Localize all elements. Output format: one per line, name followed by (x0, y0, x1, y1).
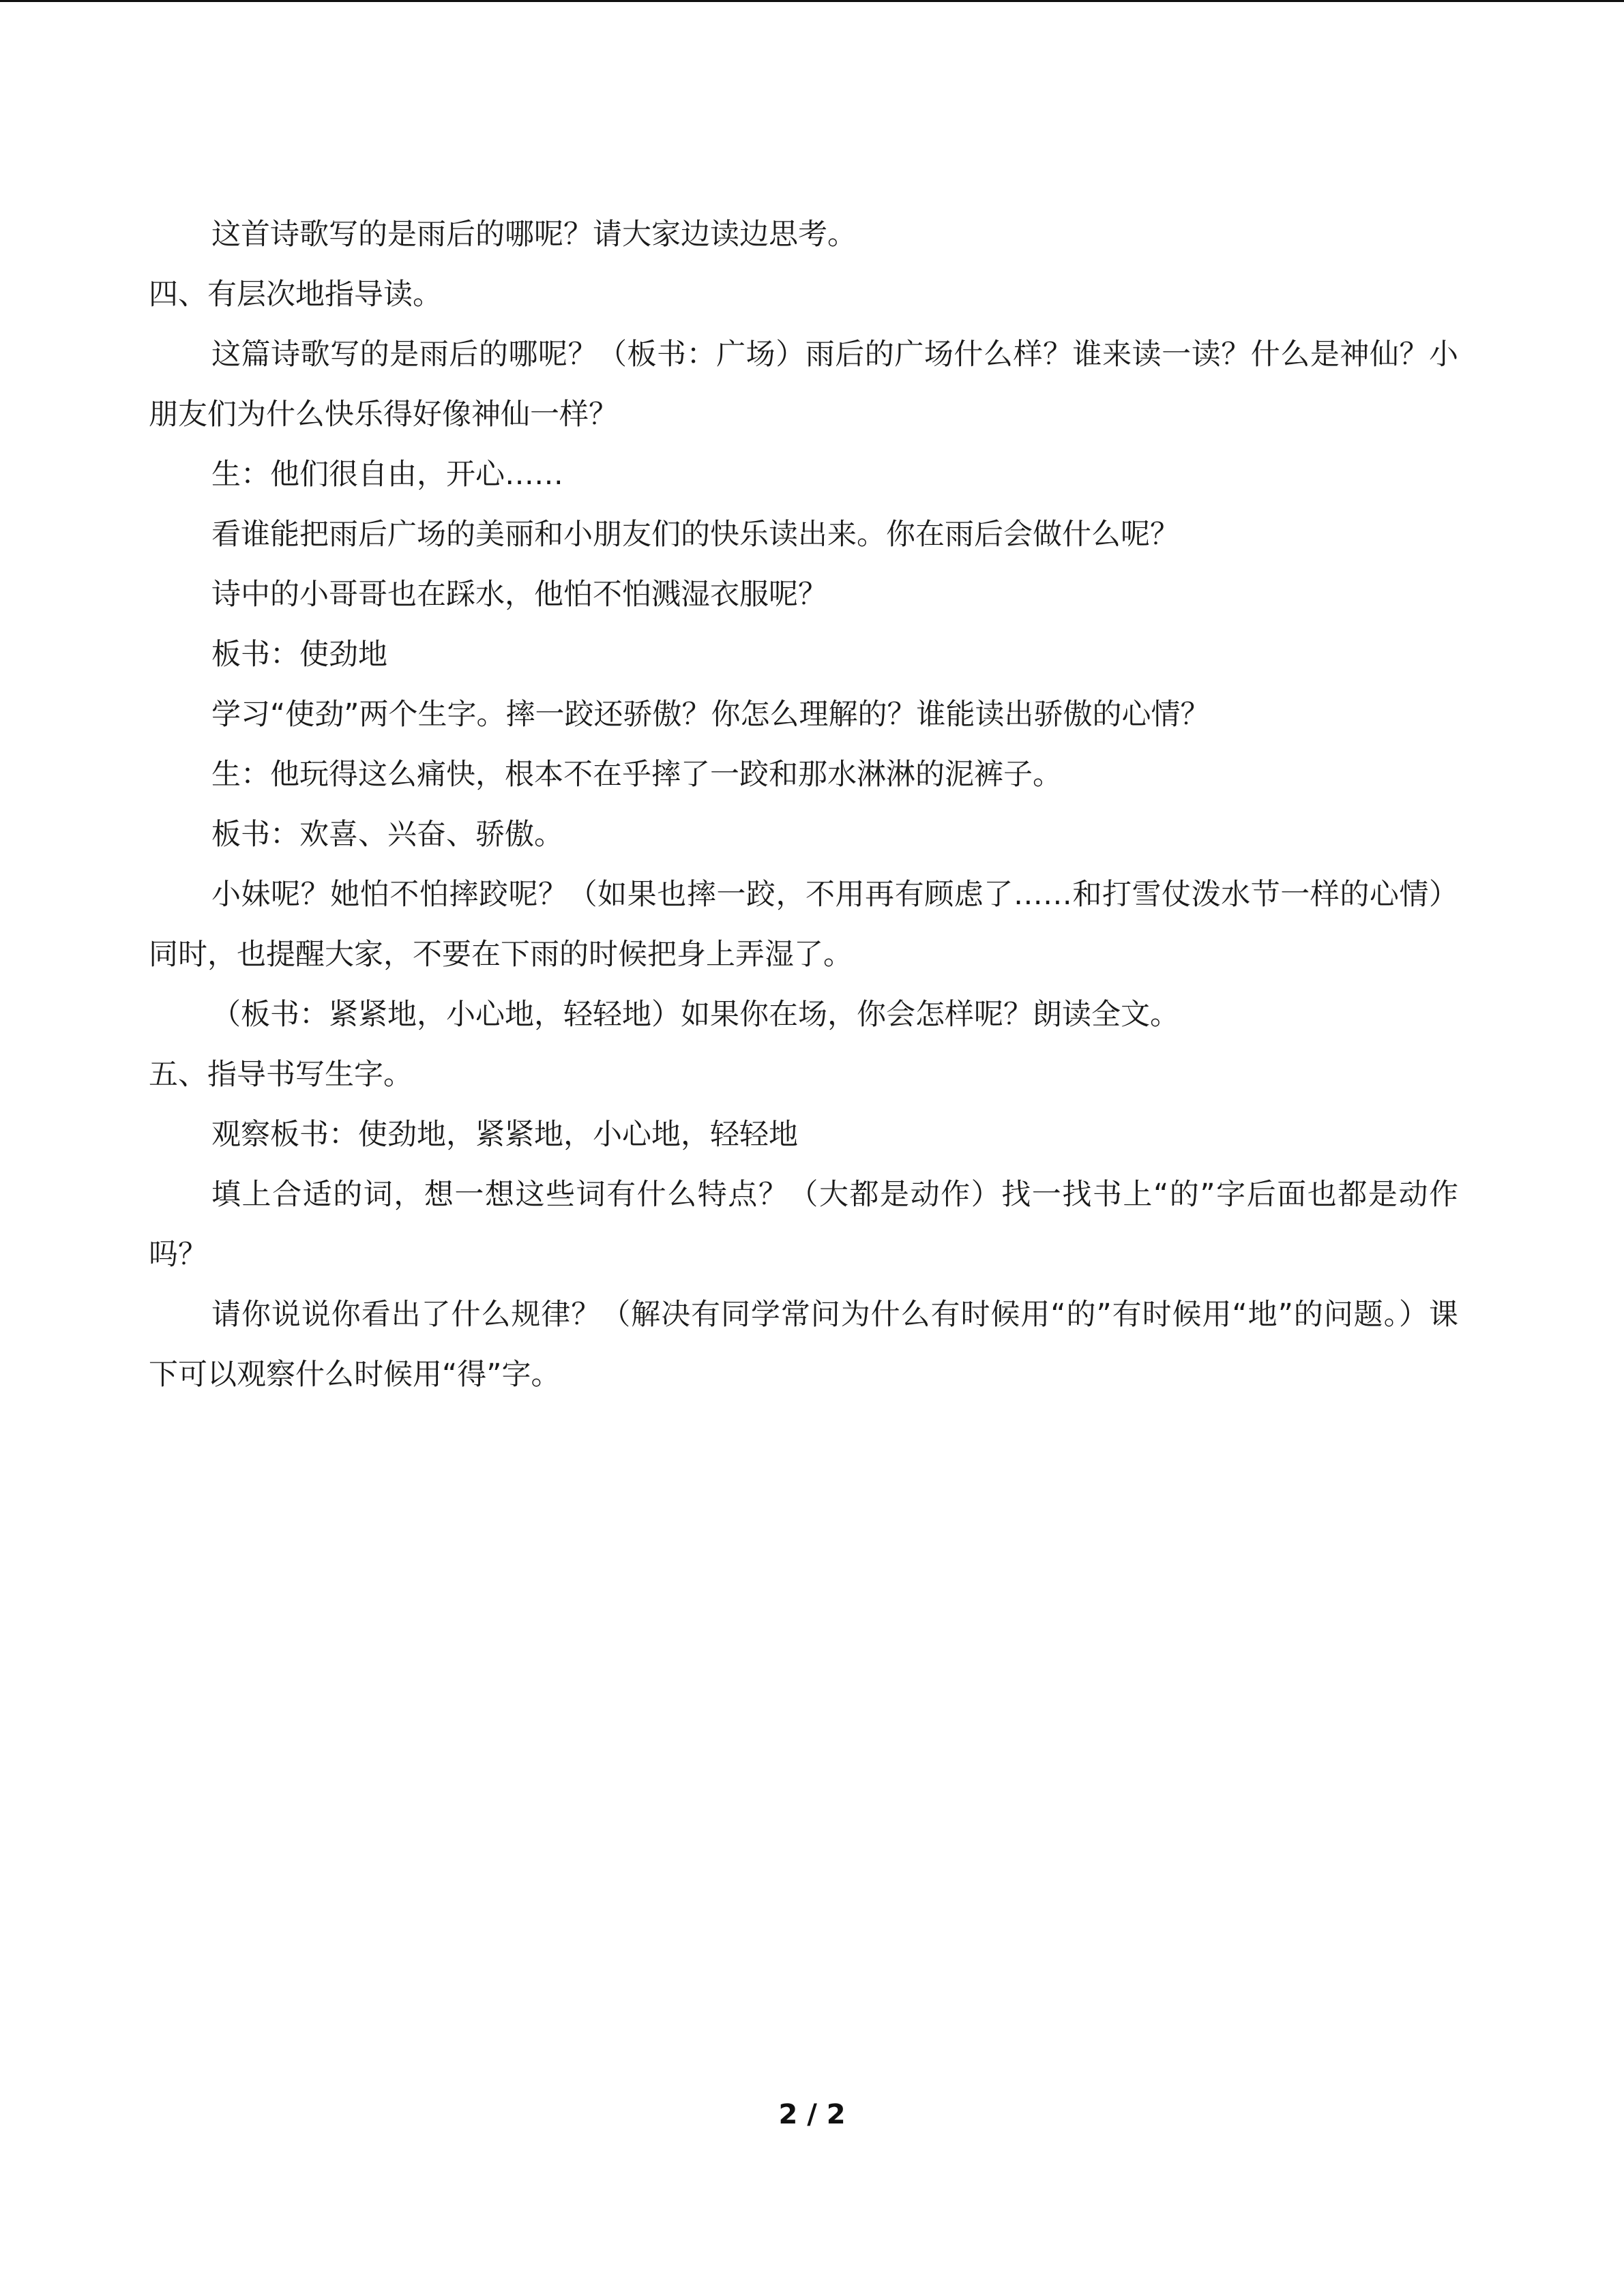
paragraph-12: （板书：紧紧地，小心地，轻轻地）如果你在场，你会怎样呢？朗读全文。 (211, 998, 1179, 1032)
paragraph-1: 这首诗歌写的是雨后的哪呢？请大家边读边思考。 (211, 218, 857, 252)
paragraph-4: 生：他们很自由，开心…… (211, 458, 563, 492)
paragraph-10: 板书：欢喜、兴奋、骄傲。 (211, 818, 563, 852)
section-heading-4: 四、有层次地指导读。 (149, 278, 442, 312)
paragraph-5: 看谁能把雨后广场的美丽和小朋友们的快乐读出来。你在雨后会做什么呢？ (211, 518, 1179, 552)
section-heading-5: 五、指导书写生字。 (149, 1058, 413, 1092)
paragraph-3: 这篇诗歌写的是雨后的哪呢？（板书：广场）雨后的广场什么样？谁来读一读？什么是神仙？小朋友们为什么快乐得好像神仙一样？ (149, 338, 1458, 432)
paragraph-6: 诗中的小哥哥也在踩水，他怕不怕溅湿衣服呢？ (211, 578, 827, 612)
page-top-rule (0, 0, 1624, 2)
paragraph-8: 学习“使劲”两个生字。摔一跤还骄傲？你怎么理解的？谁能读出骄傲的心情？ (211, 698, 1210, 732)
page-number: 2 / 2 (778, 2099, 846, 2130)
paragraph-14: 观察板书：使劲地，紧紧地，小心地，轻轻地 (211, 1118, 798, 1152)
paragraph-7: 板书：使劲地 (211, 638, 387, 672)
paragraph-9: 生：他玩得这么痛快，根本不在乎摔了一跤和那水淋淋的泥裤子。 (211, 758, 1062, 792)
paragraph-15: 填上合适的词，想一想这些词有什么特点？（大都是动作）找一找书上“的”字后面也都是动作吗？ (149, 1178, 1458, 1272)
paragraph-16: 请你说说你看出了什么规律？（解决有同学常问为什么有时候用“的”有时候用“地”的问题。）课下可以观察什么时候用“得”字。 (149, 1298, 1458, 1392)
paragraph-11: 小妹呢？她怕不怕摔跤呢？（如果也摔一跤，不用再有顾虑了……和打雪仗泼水节一样的心情）同时，也提醒大家，不要在下雨的时候把身上弄湿了。 (149, 878, 1458, 972)
document-body (149, 205, 1458, 1405)
